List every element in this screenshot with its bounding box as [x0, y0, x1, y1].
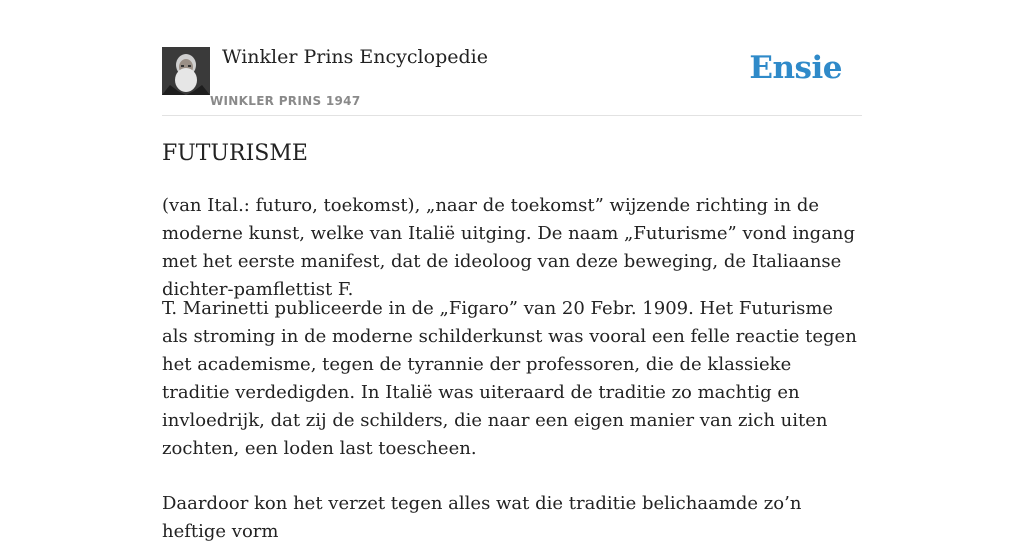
site-header	[162, 0, 862, 116]
article-headword: FUTURISME	[162, 141, 308, 166]
article-paragraph-2: T. Marinetti publiceerde in de „Figaro” van 20 Febr. 1909. Het Futurisme als stroming in de moderne schilderkunst was vooral een felle reactie tegen het academisme, tegen de tyrannie der professoren, die de klassieke traditie verdedigden. In Italië was uiteraard de traditie zo machtig en invloedrijk, dat zij de schilders, die naar een eigen manier van zich uiten zochten, een loden last toescheen.	[162, 298, 857, 459]
article-paragraph-3: Daardoor kon het verzet tegen alles wat die traditie belichaamde zo’n heftige vorm	[162, 493, 802, 542]
edition-label[interactable]: WINKLER PRINS 1947	[210, 94, 361, 108]
article-paragraph-1: (van Ital.: futuro, toekomst), „naar de toekomst” wijzende richting in de moderne kunst, welke van Italië uitging. De naam „Futurisme” vond ingang met het eerste manifest, dat de ideoloog van deze beweging, de Italiaanse dichter-pamflettist F.	[162, 195, 856, 300]
author-avatar[interactable]	[162, 47, 210, 95]
page	[162, 0, 862, 542]
bearded-man-portrait-icon	[162, 47, 210, 95]
ensie-logo-link[interactable]: Ensie	[749, 50, 842, 86]
site-title[interactable]: Winkler Prins Encyclopedie	[222, 46, 488, 68]
